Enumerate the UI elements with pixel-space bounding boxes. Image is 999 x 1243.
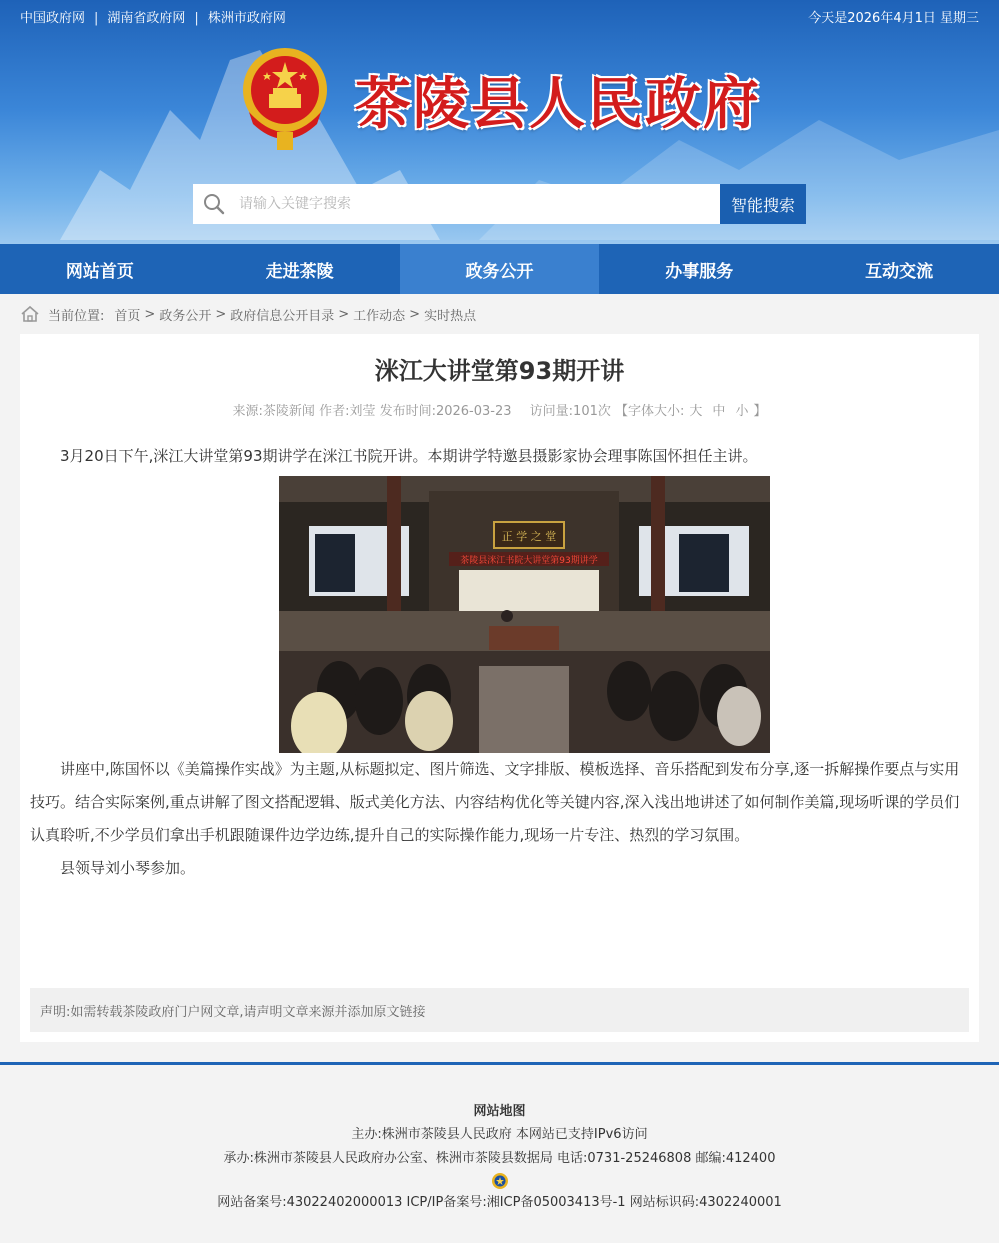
photo-plaque-text: 正 学 之 堂 [501,530,557,543]
link-hunan-gov[interactable]: 湖南省政府网 [107,10,186,26]
separator: | [194,10,199,26]
font-size-end: 】 [753,404,767,419]
link-zhuzhou-gov[interactable]: 株洲市政府网 [207,10,286,26]
font-size-medium[interactable]: 中 [712,404,726,419]
breadcrumb-sep: > [409,306,421,322]
top-bar [0,0,999,32]
footer-organizer: 承办:株洲市茶陵县人民政府办公室、株洲市茶陵县数据局 电话:0731-25246808 邮编:412400 [223,1151,776,1166]
breadcrumb-sep: > [338,306,350,322]
font-size-switcher [615,404,766,419]
breadcrumb [0,294,999,334]
nav-item-gov-affairs[interactable]: 政务公开 [400,244,600,294]
footer-host: 主办:株洲市茶陵县人民政府 本网站已支持IPv6访问 [351,1127,648,1142]
article-meta [20,400,979,440]
separator: | [94,10,99,26]
nav-item-about[interactable]: 走进茶陵 [265,261,334,282]
smart-search-button[interactable]: 智能搜索 [720,184,806,224]
breadcrumb-hot-topics[interactable]: 实时热点 [424,308,477,324]
article-paragraph: 讲座中,陈国怀以《美篇操作实战》为主题,从标题拟定、图片筛选、文字排版、模板选择、音乐搭配到发布分享,逐一拆解操作要点与实用技巧。结合实际案例,重点讲解了图文搭配逻辑、版式美化方法、内容结构优化等关键内容,深入浅出地讲述了如何制作美篇,现场听课的学员们认真聆听,不少学员们拿出手机跟随课件边学边练,提升自己的实际操作能力,现场一片专注、热烈的学习氛围。 [30,760,960,844]
font-size-label: 【字体大小: [615,404,685,419]
article-title: 洣江大讲堂第93期开讲 [374,357,625,385]
police-badge-icon[interactable] [491,1171,509,1191]
article-time: 发布时间:2026-03-23 [379,404,512,419]
photo-banner-text: 茶陵县洣江书院大讲堂第93期讲学 [460,556,598,566]
footer [0,1062,999,1237]
reprint-notice: 声明:如需转载茶陵政府门户网文章,请声明文章来源并添加原文链接 [30,988,969,1032]
site-map-link[interactable]: 网站地图 [473,1104,526,1119]
footer-record: 网站备案号:43022402000013 ICP/IP备案号:湘ICP备05003413号-1 网站标识码:4302240001 [217,1195,782,1210]
nav-item-interaction[interactable]: 互动交流 [865,261,934,282]
breadcrumb-home[interactable]: 首页 [114,308,141,324]
article-author: 作者:刘莹 [319,404,376,419]
nav-item-services[interactable]: 办事服务 [665,261,734,282]
article-views: 访问量:101次 [529,404,611,419]
article-body [20,440,979,885]
link-china-gov[interactable]: 中国政府网 [20,10,86,26]
nav-item-home[interactable]: 网站首页 [65,261,134,282]
article-paragraph: 县领导刘小琴参加。 [60,859,196,877]
search-input[interactable] [239,196,669,212]
font-size-large[interactable]: 大 [689,404,703,419]
home-icon [20,305,40,323]
breadcrumb-gov-affairs[interactable]: 政务公开 [159,308,212,324]
article-panel [20,334,979,1042]
breadcrumb-work-news[interactable]: 工作动态 [353,308,406,324]
breadcrumb-catalog[interactable]: 政府信息公开目录 [230,308,335,324]
date-text: 今天是2026年4月1日 星期三 [808,10,979,26]
site-title[interactable]: 茶陵县人民政府 [355,71,761,137]
header-banner [0,0,999,244]
lecture-hall-photo [279,476,770,753]
font-size-small[interactable]: 小 [735,404,749,419]
top-links [20,7,286,26]
article-source: 来源:茶陵新闻 [232,404,315,419]
breadcrumb-label: 当前位置: [48,308,105,324]
national-emblem-icon[interactable] [241,42,329,154]
article-paragraph: 3月20日下午,洣江大讲堂第93期讲学在洣江书院开讲。本期讲学特邀县摄影家协会理事陈国怀担任主讲。 [60,447,758,465]
breadcrumb-sep: > [215,306,227,322]
main-nav [0,244,999,294]
breadcrumb-sep: > [144,306,156,322]
search-bar [193,184,806,224]
search-box [193,184,720,224]
search-icon[interactable] [203,193,225,215]
